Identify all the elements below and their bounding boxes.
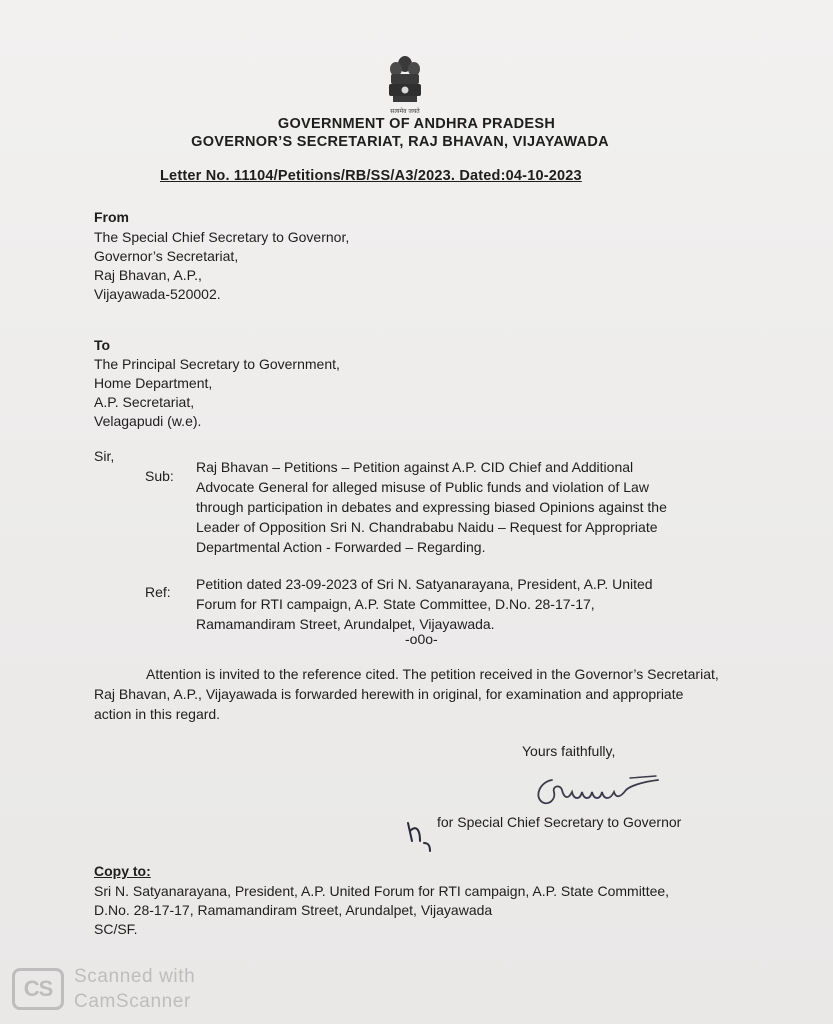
to-line: Velagapudi (w.e).	[94, 413, 202, 429]
to-line: Home Department,	[94, 375, 213, 391]
signature-mark	[530, 770, 670, 814]
letter-number: Letter No. 11104/Petitions/RB/SS/A3/2023. Dated:04-10-2023	[160, 168, 582, 184]
to-line: The Principal Secretary to Government,	[94, 356, 340, 372]
reference-text: Petition dated 23-09-2023 of Sri N. Satyanarayana, President, A.P. United Forum for RTI campaign, A.P. State Committee, D.No. 28-17-17, Ramamandiram Street, Arundalpet, Vijayawada.	[196, 576, 653, 632]
svg-text:सत्यमेव जयते: सत्यमेव जयते	[390, 108, 420, 115]
from-line: Raj Bhavan, A.P.,	[94, 267, 202, 283]
signatory: for Special Chief Secretary to Governor	[437, 814, 682, 830]
header-government-title: GOVERNMENT OF ANDHRA PRADESH	[277, 116, 556, 132]
separator: -o0o-	[405, 631, 438, 647]
reference-label: Ref:	[145, 584, 171, 600]
from-line: Vijayawada-520002.	[94, 286, 221, 302]
header-secretariat-title: GOVERNOR’S SECRETARIAT, RAJ BHAVAN, VIJAYAWADA	[191, 134, 609, 150]
copy-to-line: Sri N. Satyanarayana, President, A.P. United Forum for RTI campaign, A.P. State Committee,	[94, 883, 670, 899]
watermark-line: Scanned with	[74, 966, 196, 987]
closing: Yours faithfully,	[522, 743, 616, 759]
to-line: A.P. Secretariat,	[94, 394, 195, 410]
salutation: Sir,	[94, 448, 115, 464]
initial-mark	[400, 815, 442, 855]
copy-to-line: SC/SF.	[94, 921, 138, 937]
subject-label: Sub:	[145, 468, 174, 484]
to-label: To	[94, 337, 111, 353]
copy-to-line: D.No. 28-17-17, Ramamandiram Street, Arundalpet, Vijayawada	[94, 902, 493, 918]
subject-text: Raj Bhavan – Petitions – Petition against A.P. CID Chief and Additional Advocate General for alleged misuse of Public funds and violation of Law through participation in debates and expressing biased Opinions against the Leader of Opposition Sri N. Chandrababu Naidu – Request for Appropriate Departmental Action - Forwarded – Regarding.	[196, 459, 667, 555]
copy-to-label: Copy to:	[94, 863, 151, 879]
camscanner-logo-icon: CS	[12, 968, 64, 1010]
body-paragraph: Attention is invited to the reference cited. The petition received in the Governor’s Secretariat, Raj Bhavan, A.P., Vijayawada is forwarded herewith in original, for examination and appropriate action in this regard.	[94, 666, 719, 722]
watermark-line: CamScanner	[74, 991, 191, 1012]
from-line: The Special Chief Secretary to Governor,	[94, 229, 350, 245]
national-emblem-icon	[380, 52, 430, 116]
from-label: From	[94, 209, 129, 225]
from-line: Governor’s Secretariat,	[94, 248, 239, 264]
